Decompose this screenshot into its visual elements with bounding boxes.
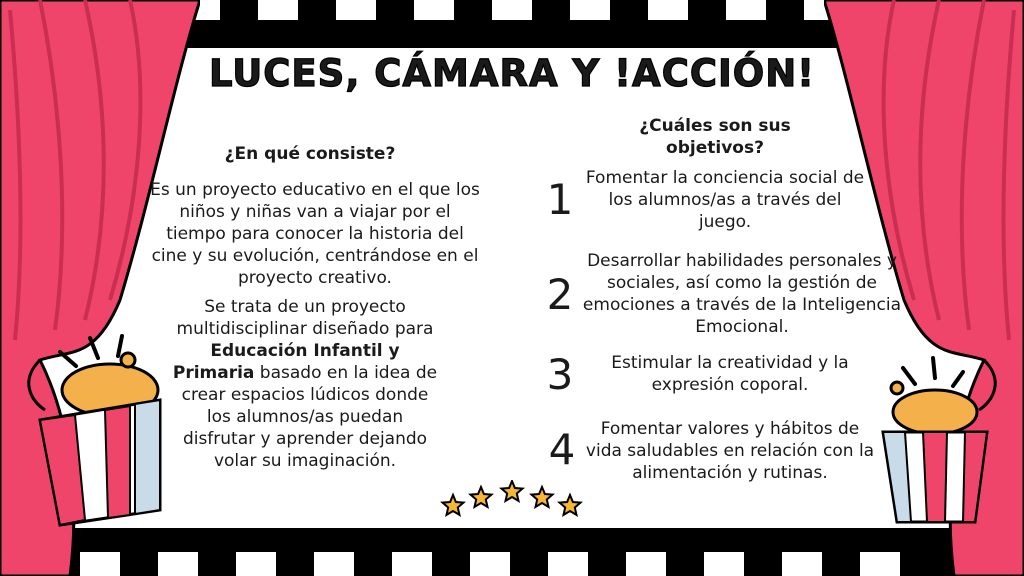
star-icon — [532, 487, 553, 507]
star-icon — [443, 495, 464, 515]
objective-number: 3 — [546, 350, 574, 399]
star-icon — [471, 487, 492, 507]
film-hole — [414, 0, 454, 20]
film-hole — [236, 552, 276, 576]
film-hole — [492, 0, 532, 20]
popcorn-left-icon — [30, 330, 180, 530]
film-hole — [336, 0, 376, 20]
objective-number: 2 — [546, 270, 574, 319]
objective-text: Fomentar valores y hábitos de vida saludables en relación con la alimentación y rutinas. — [585, 419, 875, 483]
film-hole — [704, 552, 744, 576]
p2-text-2: basado en la idea de crear espacios lúdicos donde los alumnos/as puedan disfrutar y aprender dejando volar su imaginación. — [181, 363, 438, 471]
film-hole — [626, 552, 666, 576]
star-icon — [502, 481, 523, 501]
objective-text: Fomentar la conciencia social de los alumnos/as a través del juego. — [585, 168, 865, 232]
film-hole — [570, 0, 610, 20]
popcorn-right-icon — [875, 350, 995, 530]
film-hole — [470, 552, 510, 576]
p2-text-1: Se trata de un proyecto multidisciplinar diseñado para — [176, 297, 434, 339]
objective-text: Desarrollar habilidades personales y sociales, así como la gestión de emociones a través de la Inteligencia Emocional. — [582, 251, 902, 337]
film-hole — [648, 0, 688, 20]
page-title: LUCES, CÁMARA Y !ACCIÓN! — [208, 52, 816, 95]
right-heading: ¿Cuáles son sus objetivos? — [639, 116, 791, 158]
star-icon-group — [443, 481, 581, 515]
objective-number: 4 — [548, 425, 576, 474]
star-icon — [560, 495, 581, 515]
film-hole — [392, 552, 432, 576]
film-hole — [258, 0, 298, 20]
left-paragraph-1: Es un proyecto educativo en el que los niños y niñas van a viajar por el tiempo para conocer la historia del cine y su evolución, centrándose en el proyecto creativo. — [150, 180, 480, 288]
film-hole — [314, 552, 354, 576]
stars-rating — [440, 480, 585, 520]
left-heading: ¿En qué consiste? — [224, 144, 396, 164]
film-hole — [726, 0, 766, 20]
film-hole — [548, 552, 588, 576]
film-hole — [782, 552, 822, 576]
objective-text: Estimular la creatividad y la expresión coporal. — [611, 353, 849, 395]
p2-bold-text: Educación Infantil y Primaria — [172, 341, 400, 383]
objective-number: 1 — [546, 175, 574, 224]
left-paragraph-2 — [170, 296, 440, 472]
